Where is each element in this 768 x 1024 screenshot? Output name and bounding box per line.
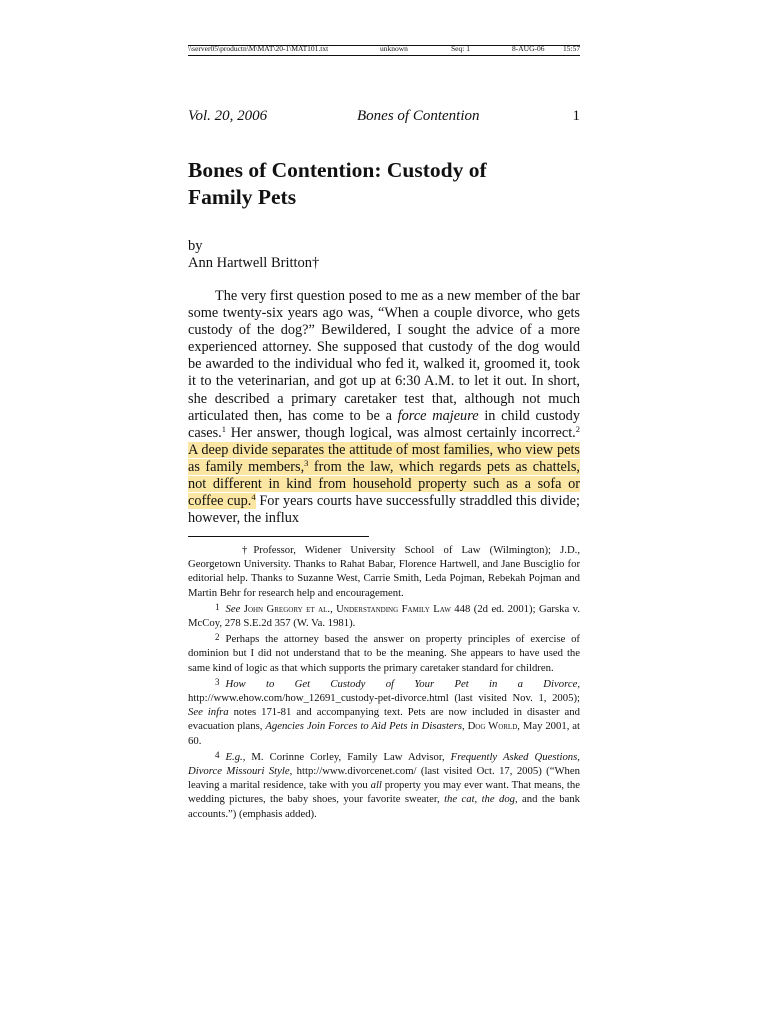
footnote-italic-run: Agencies Join Forces to Aid Pets in Disasters [265, 720, 462, 733]
body-text-run: in child custody cases. [188, 407, 580, 441]
author-footnote-mark: † [312, 255, 320, 271]
highlight-run: from the law, which regards pets as chattels, not different in kind from household property such as a sofa or coffee cup. [188, 458, 580, 510]
author-name: Ann Hartwell Britton [188, 255, 313, 271]
footnote-italic-run: Frequently Asked Questions, Divorce Missouri Style [188, 750, 580, 778]
footnote-text: , May 2001, at 60. [188, 720, 581, 747]
slug-rule [188, 55, 580, 56]
footnote-number: 4 [215, 749, 220, 760]
footnote-text: notes 171-81 and accompanying text. Pets are now included in disaster and evacuation plans, [188, 706, 580, 733]
body-text-run: Her answer, though logical, was almost certainly incorrect. [226, 424, 576, 441]
footnote-text: Professor, Widener University School of Law (Wilmington); J.D., Georgetown University. Thanks to Rahat Babar, Florence Hartwell, and Jane Busciglio for editorial help. Thanks to Suzanne West, Carrie Smith, Leda Pojman, Rebekah Pojman and Martin Behr for research help and encouragement. [188, 544, 580, 599]
slug-date: 8-AUG-06 [512, 44, 545, 53]
footnote-italic-run: How to Get Custody of Your Pet in a Divorce [225, 677, 578, 690]
file-slug [188, 44, 581, 53]
slug-time: 15:57 [563, 44, 581, 53]
footnote-italic-run: the cat, the dog [444, 793, 516, 806]
footnote-text: , and the bank accounts.”) (emphasis added). [188, 793, 581, 820]
footnote-2 [188, 630, 580, 675]
footnote-smallcaps-run: Dog World [467, 720, 518, 733]
footnote-4 [188, 748, 580, 821]
byline-by: by [188, 238, 203, 254]
footnote-number: 3 [215, 676, 220, 687]
byline [188, 238, 319, 272]
footnote-separator [188, 536, 369, 537]
footnote-text: 448 (2d ed. 2001); Garska v. McCoy, 278 S.E.2d 357 (W. Va. 1981). [188, 602, 580, 630]
footnote-ref-4[interactable]: 4 [251, 492, 256, 503]
page-number: 1 [572, 108, 580, 124]
footnote-text: , M. Corinne Corley, Family Law Advisor, [242, 750, 451, 763]
body-paragraph [188, 288, 580, 527]
footnote-ref-3[interactable]: 3 [304, 457, 309, 468]
footnote-number: 2 [215, 632, 220, 643]
footnote-text: , [462, 720, 468, 733]
footnote-dagger [188, 543, 580, 600]
highlight-run: A deep divide separates the attitude of most families, who view pets as family members, [188, 441, 580, 475]
footnote-ref-1[interactable]: 1 [221, 423, 226, 434]
footnote-smallcaps-run: John Gregory et al., Understanding Family Law [243, 602, 451, 615]
footnote-text: , http://www.ehow.com/how_12691_custody-pet-divorce.html (last visited Nov. 1, 2005); [188, 677, 580, 705]
footnote-italic-run: See [225, 602, 241, 615]
body-text-run: For years courts have successfully straddled this divide; however, the influx [188, 493, 580, 527]
footnote-text: property you may ever want. That means, the wedding pictures, the baby shoes, your favorite sweater, [188, 779, 580, 806]
slug-seq: Seq: 1 [451, 44, 470, 53]
footnote-3 [188, 675, 580, 748]
footnote-1 [188, 600, 580, 630]
slug-path: \\server05\productn\M\MAT\20-1\MAT101.txt [188, 44, 329, 53]
footnote-number: 1 [215, 601, 220, 612]
article-title [188, 157, 580, 211]
footnote-text: , http://www.divorcenet.com/ (last visited Oct. 17, 2005) (“When leaving a marital residence, take with you [188, 765, 580, 792]
footnote-italic-run: E.g. [225, 750, 243, 763]
footnotes [188, 543, 580, 821]
body-italic-run: force majeure [397, 407, 479, 424]
footnote-text: Perhaps the attorney based the answer on property principles of exercise of dominion but I did not understand that to be the meaning. She appears to have used the same kind of logic as that which supports the primary caretaker standard for children. [188, 633, 580, 674]
footnote-dagger-mark: † [242, 544, 248, 556]
footnote-italic-run: all [370, 779, 382, 792]
article-title-line-2: Family Pets [188, 185, 297, 209]
slug-status: unknown [380, 44, 408, 53]
article-title-line-1: Bones of Contention: Custody of [188, 158, 487, 182]
running-head-volume: Vol. 20, 2006 [188, 108, 268, 124]
running-head-title: Bones of Contention [357, 108, 480, 124]
footnote-italic-run: See infra [188, 706, 229, 719]
body-text-run: The very first question posed to me as a new member of the bar some twenty-six years ago was, “When a couple divorce, who gets custody of the dog?” Bewildered, I sought the advice of a more experienced attorney. She supposed that custody of the dog would be awarded to the individual who fed it, walked it, groomed it, took it to the veterinarian, and got up at 6:30 A.M. to let it out. In short, she described a primary caretaker test that, although not much articulated then, has come to be a [188, 288, 580, 424]
footnote-ref-2[interactable]: 2 [575, 423, 580, 434]
